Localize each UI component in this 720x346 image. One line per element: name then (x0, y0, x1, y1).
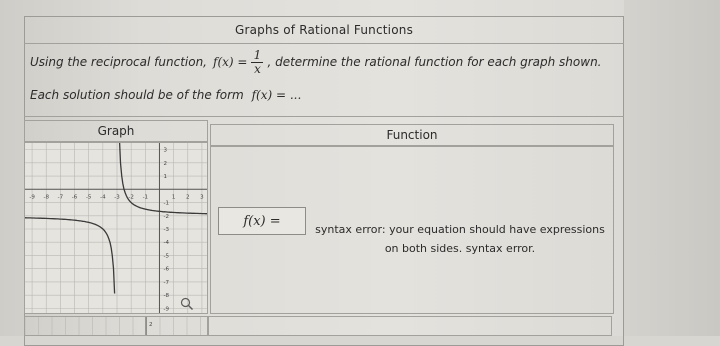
x-tick-label: -9 (29, 194, 35, 201)
divider (24, 116, 624, 117)
x-tick-label: -8 (43, 194, 49, 201)
x-tick-label: -1 (142, 194, 149, 201)
y-tick-label: -4 (163, 240, 169, 247)
y-tick-label: -7 (163, 279, 169, 286)
instructions-line-2-text: Each solution should be of the form (30, 88, 244, 102)
y-tick-label: -9 (163, 306, 169, 313)
magnifier-icon-graphic (180, 297, 194, 311)
x-tick-label: -5 (85, 194, 92, 201)
x-tick-label: 1 (171, 194, 176, 201)
y-tick-label: -3 (163, 227, 169, 233)
answer-label: f(x) = (243, 213, 281, 229)
page-title: Graphs of Rational Functions (234, 22, 414, 37)
instructions-line-2-math: f(x) = ... (251, 88, 302, 102)
x-tick-label: -6 (71, 194, 78, 201)
next-y-tick-label: 2 (149, 322, 153, 328)
magnifier-icon[interactable] (180, 296, 194, 310)
next-function-cell (208, 316, 612, 336)
y-tick-label: -2 (163, 213, 169, 220)
x-tick-label: 3 (200, 194, 204, 201)
instructions-line-1 (30, 48, 620, 76)
fraction-denominator: x (254, 61, 261, 76)
y-tick-label: -5 (163, 253, 169, 260)
y-tick-label: 1 (163, 174, 167, 181)
y-tick-label: -1 (163, 200, 169, 207)
title-bar (24, 16, 624, 44)
graph-cell (24, 142, 208, 314)
reciprocal-fraction (251, 49, 263, 76)
y-tick-label: 2 (163, 160, 167, 167)
x-tick-label: -7 (57, 194, 64, 201)
y-tick-label: -6 (163, 266, 169, 273)
instructions-line-2 (30, 88, 301, 102)
column-header-graph-label: Graph (97, 124, 135, 138)
y-tick-label: 3 (163, 147, 167, 154)
x-tick-label: 2 (186, 194, 190, 201)
x-tick-label: -3 (114, 194, 120, 201)
background-edge (624, 0, 720, 336)
function-notation: f(x) = (213, 55, 248, 69)
fraction-numerator: 1 (253, 47, 262, 62)
answer-input[interactable] (218, 207, 306, 235)
next-graph-cell (24, 316, 208, 336)
next-graph-preview (25, 317, 208, 336)
column-header-function (210, 124, 614, 146)
x-tick-label: -4 (100, 194, 106, 201)
instructions-suffix: , determine the rational function for each graph shown. (267, 55, 602, 69)
x-tick-label: -2 (128, 194, 134, 201)
instructions-prefix: Using the reciprocal function, (30, 55, 207, 69)
column-header-function-label: Function (386, 128, 438, 142)
column-header-graph (24, 120, 208, 142)
graph (25, 143, 208, 314)
y-tick-label: -8 (163, 293, 169, 300)
error-message: syntax error: your equation should have expressions on both sides. syntax error. (315, 223, 605, 255)
